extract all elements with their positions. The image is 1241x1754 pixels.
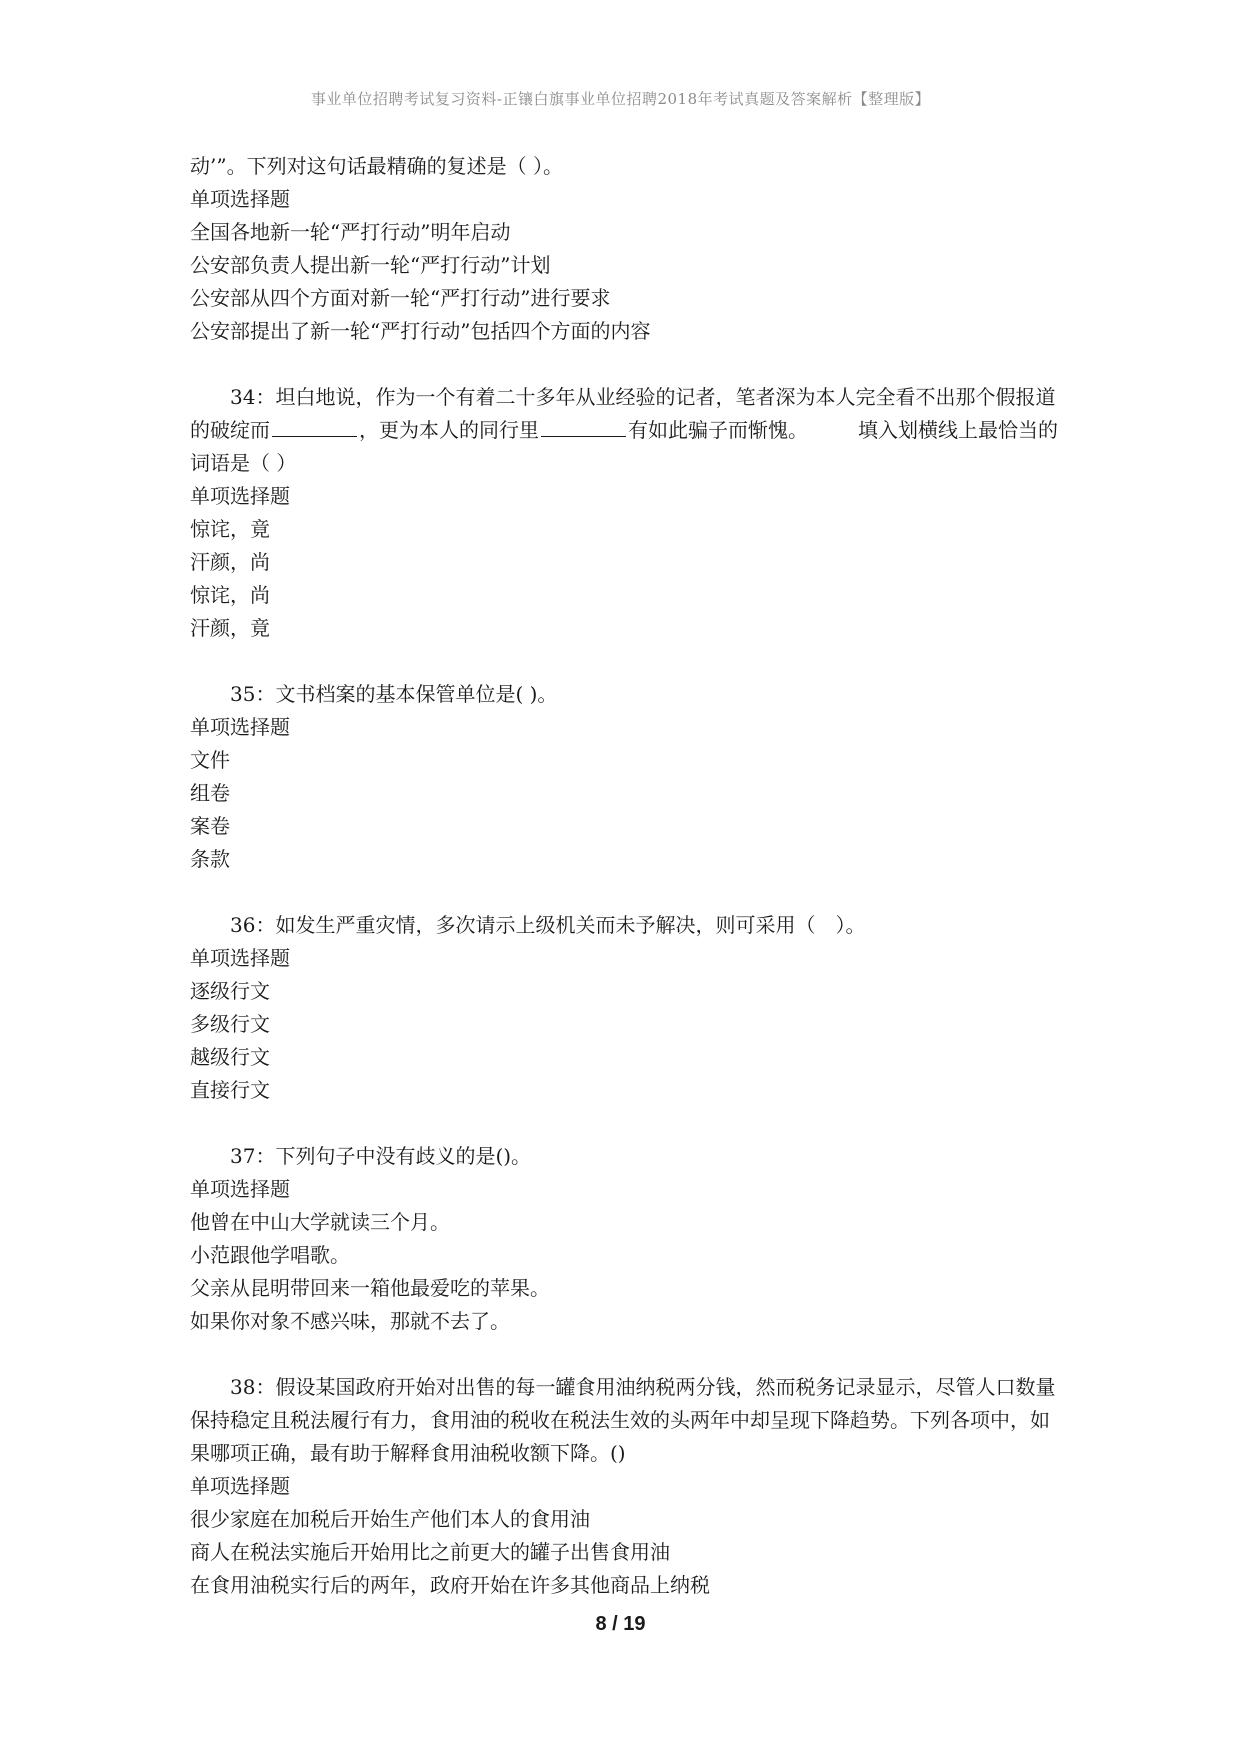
option: 逐级行文: [190, 979, 270, 1003]
stem-part: 34：坦白地说，作为一个有着二十多年从业经验的记者，笔者深为本人完全看不出那个假报道的破绽而: [190, 385, 1056, 442]
option: 商人在税法实施后开始用比之前更大的罐子出售食用油: [190, 1540, 670, 1564]
question-type: 单项选择题: [190, 715, 290, 739]
option: 惊诧，尚: [190, 583, 270, 607]
stem-instruction: 填入划横线上最恰当的词语是（ ）: [190, 418, 1058, 475]
question-34: [190, 381, 1060, 645]
question-stem: 动’”。下列对这句话最精确的复述是（ ）。: [190, 154, 563, 178]
question-stem: 37：下列句子中没有歧义的是()。: [230, 1144, 532, 1168]
option: 父亲从昆明带回来一箱他最爱吃的苹果。: [190, 1276, 550, 1300]
option: 全国各地新一轮“严打行动”明年启动: [190, 220, 511, 244]
question-type: 单项选择题: [190, 946, 290, 970]
question-36: [190, 909, 1060, 1107]
option: 组卷: [190, 781, 230, 805]
question-33-continuation: [190, 150, 1060, 348]
option: 小范跟他学唱歌。: [190, 1243, 350, 1267]
question-type: 单项选择题: [190, 1474, 290, 1498]
option: 公安部从四个方面对新一轮“严打行动”进行要求: [190, 286, 611, 310]
fill-blank: [541, 416, 626, 437]
option: 汗颜，竟: [190, 616, 270, 640]
question-type: 单项选择题: [190, 484, 290, 508]
option: 他曾在中山大学就读三个月。: [190, 1210, 450, 1234]
question-stem: 38：假设某国政府开始对出售的每一罐食用油纳税两分钱，然而税务记录显示，尽管人口数量保持稳定且税法履行有力，食用油的税收在税法生效的头两年中却呈现下降趋势。下列各项中，如果哪项正确，最有助于解释食用油税收额下降。(): [190, 1375, 1056, 1465]
question-stem: 36：如发生严重灾情，多次请示上级机关而未予解决，则可采用（ ）。: [230, 913, 866, 937]
stem-part: ，更为本人的同行里: [359, 418, 539, 442]
option: 公安部提出了新一轮“严打行动”包括四个方面的内容: [190, 319, 651, 343]
option: 在食用油税实行后的两年，政府开始在许多其他商品上纳税: [190, 1573, 710, 1597]
question-37: [190, 1140, 1060, 1338]
option: 很少家庭在加税后开始生产他们本人的食用油: [190, 1507, 590, 1531]
option: 文件: [190, 748, 230, 772]
option: 惊诧，竟: [190, 517, 270, 541]
question-38: [190, 1371, 1060, 1602]
stem-part: 有如此骗子而惭愧。: [628, 418, 808, 442]
question-stem: [190, 381, 1060, 480]
option: 如果你对象不感兴味，那就不去了。: [190, 1309, 510, 1333]
option: 条款: [190, 847, 230, 871]
page-number: 8 / 19: [595, 1613, 646, 1635]
option: 公安部负责人提出新一轮“严打行动”计划: [190, 253, 551, 277]
option: 汗颜，尚: [190, 550, 270, 574]
question-35: [190, 678, 1060, 876]
option: 多级行文: [190, 1012, 270, 1036]
question-type: 单项选择题: [190, 187, 290, 211]
option: 案卷: [190, 814, 230, 838]
question-stem: 35：文书档案的基本保管单位是( )。: [230, 682, 558, 706]
question-type: 单项选择题: [190, 1177, 290, 1201]
fill-blank: [272, 416, 357, 437]
option: 越级行文: [190, 1045, 270, 1069]
page-header: 事业单位招聘考试复习资料-正镶白旗事业单位招聘2018年考试真题及答案解析【整理版】: [310, 90, 931, 108]
option: 直接行文: [190, 1078, 270, 1102]
document-body: [190, 150, 1060, 1602]
